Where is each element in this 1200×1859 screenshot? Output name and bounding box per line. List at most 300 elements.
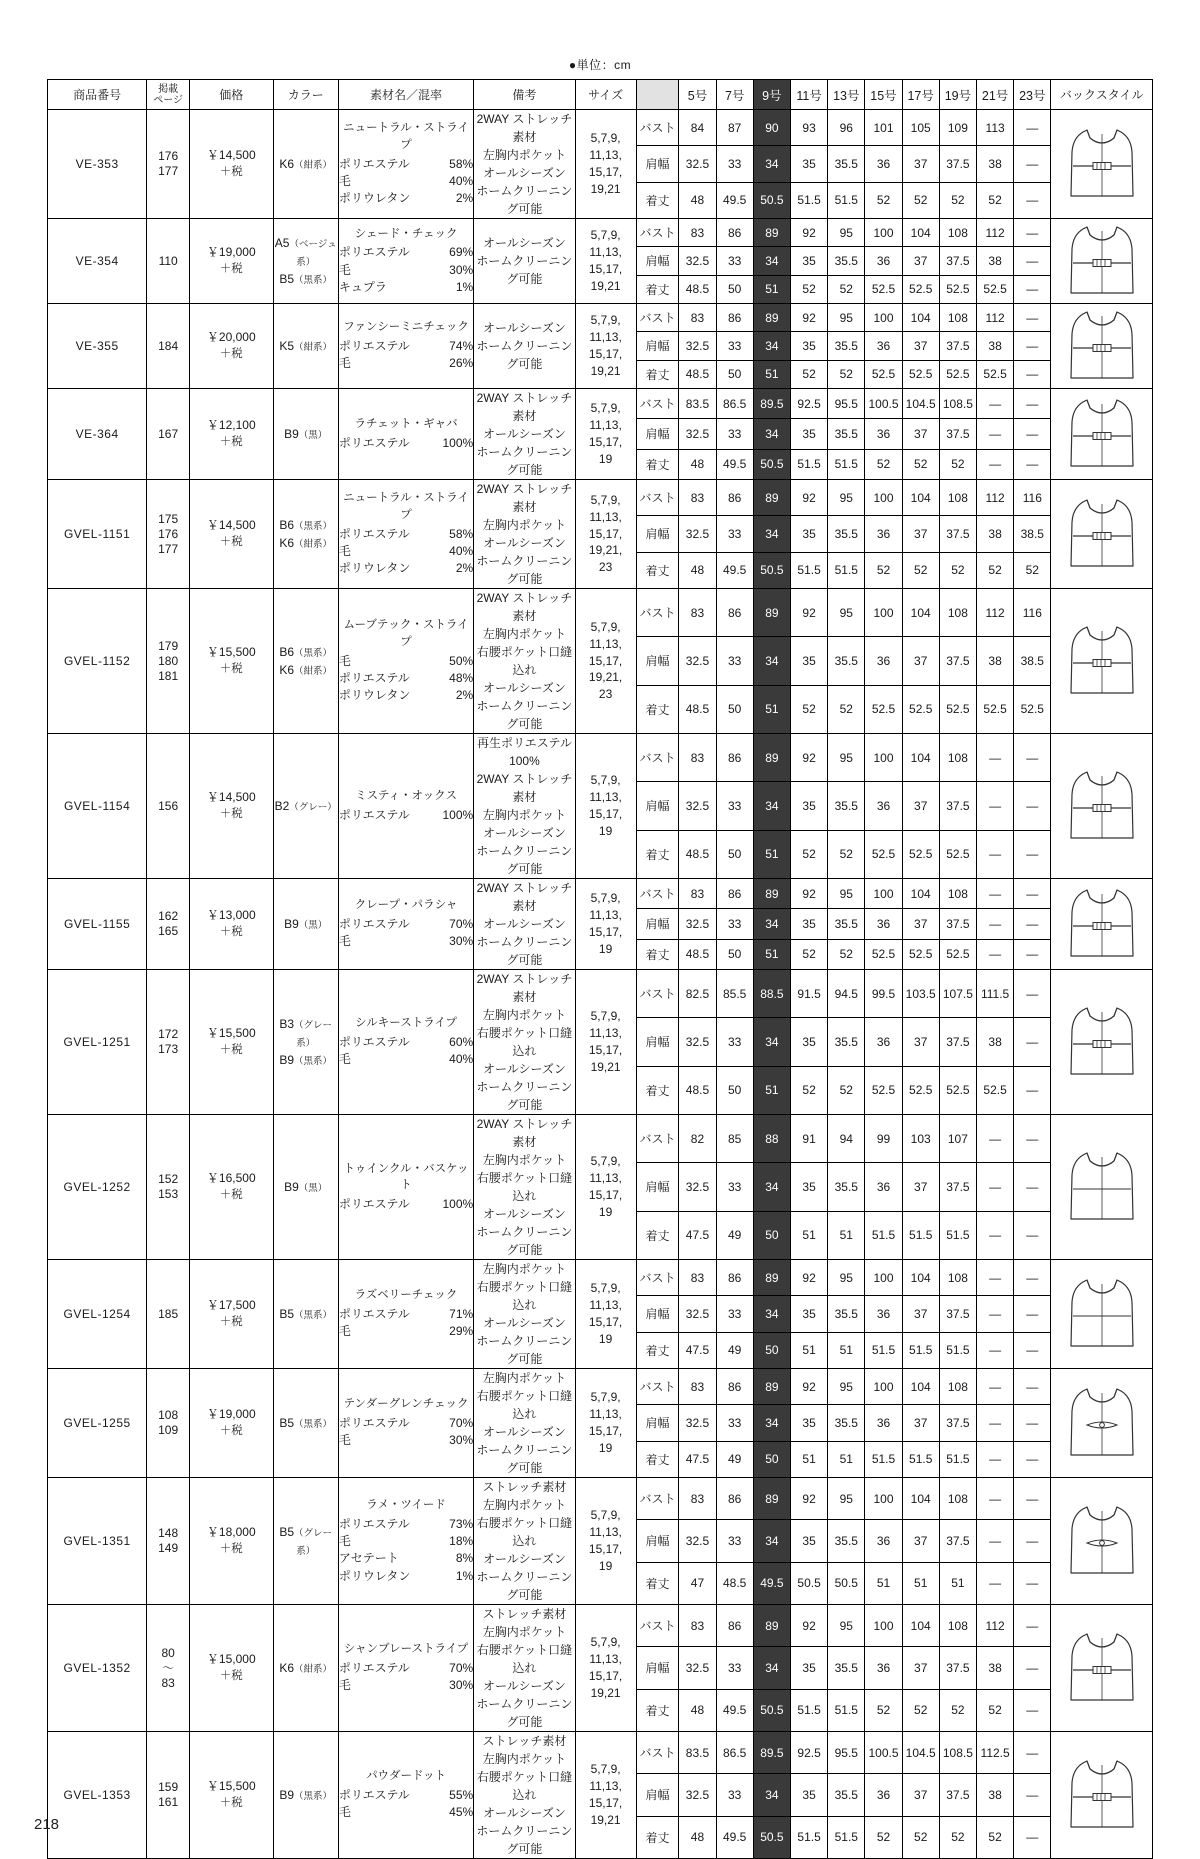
unit-note: ●単位：cm <box>568 58 632 72</box>
measurement-cell: 38 <box>977 1647 1014 1689</box>
measurement-cell: 83 <box>679 589 716 637</box>
measurement-cell: 37.5 <box>939 146 976 182</box>
size-range: 5,7,9, 11,13, 15,17, 19 <box>575 1260 636 1369</box>
measurement-cell: 52 <box>790 939 827 969</box>
measurement-cell: 36 <box>865 1018 902 1066</box>
measurement-cell: 52 <box>790 685 827 733</box>
measurement-cell: 92 <box>790 1369 827 1405</box>
measurement-cell: 92 <box>790 1478 827 1520</box>
measurement-cell: 33 <box>716 332 753 360</box>
measurement-cell: 104.5 <box>902 389 939 419</box>
measurement-cell: 32.5 <box>679 1018 716 1066</box>
measurement-cell: — <box>1014 879 1051 909</box>
measurement-cell: 33 <box>716 1018 753 1066</box>
product-code: GVEL-1255 <box>48 1369 147 1478</box>
dimension-label: 着丈 <box>636 1562 679 1604</box>
measurement-cell: 36 <box>865 146 902 182</box>
measurement-cell: 52 <box>977 1816 1014 1858</box>
table-row <box>48 389 1153 419</box>
measurement-cell: 83 <box>679 879 716 909</box>
measurement-cell: 35 <box>790 1405 827 1441</box>
dimension-label: 肩幅 <box>636 1647 679 1689</box>
header-code: 商品番号 <box>48 80 147 110</box>
measurement-cell: 93 <box>790 110 827 146</box>
measurement-cell: 52 <box>865 1689 902 1731</box>
size-range: 5,7,9, 11,13, 15,17, 19,21 <box>575 219 636 304</box>
measurement-cell: 33 <box>716 419 753 449</box>
measurement-cell: 100 <box>865 589 902 637</box>
measurement-cell: 47.5 <box>679 1211 716 1259</box>
price: ￥18,000 ＋税 <box>190 1478 273 1605</box>
measurement-cell: 48 <box>679 1689 716 1731</box>
measurement-cell: 36 <box>865 247 902 275</box>
table-row <box>48 110 1153 146</box>
measurement-cell: 37 <box>902 247 939 275</box>
header-size-19号: 19号 <box>939 80 976 110</box>
measurement-cell: 33 <box>716 1520 753 1562</box>
catalog-pages: 184 <box>147 304 190 389</box>
table-row <box>48 734 1153 782</box>
measurement-cell: 108 <box>939 1478 976 1520</box>
measurement-cell: 37.5 <box>939 1774 976 1816</box>
measurement-cell: 32.5 <box>679 332 716 360</box>
measurement-cell: 32.5 <box>679 1647 716 1689</box>
color-codes: B6（黒系） K6（紺系） <box>273 480 338 589</box>
measurement-cell: 52.5 <box>902 1066 939 1114</box>
measurement-cell: 89 <box>753 1478 790 1520</box>
measurement-cell: 100 <box>865 304 902 332</box>
measurement-cell: 92.5 <box>790 1732 827 1774</box>
measurement-cell: 35 <box>790 419 827 449</box>
measurement-cell: 33 <box>716 1774 753 1816</box>
measurement-cell: — <box>977 1211 1014 1259</box>
measurement-cell: 32.5 <box>679 1405 716 1441</box>
measurement-cell: 108 <box>939 1260 976 1296</box>
measurement-cell: 48 <box>679 1816 716 1858</box>
measurement-cell: 83.5 <box>679 389 716 419</box>
back-style-illustration <box>1051 304 1153 389</box>
measurement-cell: 104 <box>902 480 939 516</box>
measurement-cell: 32.5 <box>679 782 716 830</box>
measurement-cell: — <box>1014 389 1051 419</box>
measurement-cell: 52.5 <box>939 939 976 969</box>
product-code: GVEL-1151 <box>48 480 147 589</box>
remarks: ストレッチ素材 左胸内ポケット 右腰ポケット口縫込れ オールシーズン ホームクリーニング可能 <box>474 1732 575 1859</box>
back-style-illustration <box>1051 589 1153 734</box>
measurement-cell: 49 <box>716 1441 753 1477</box>
price: ￥12,100 ＋税 <box>190 389 273 480</box>
measurement-cell: — <box>1014 332 1051 360</box>
product-code: GVEL-1254 <box>48 1260 147 1369</box>
measurement-cell: 52.5 <box>902 275 939 303</box>
measurement-cell: 52.5 <box>902 939 939 969</box>
catalog-pages: 179 180 181 <box>147 589 190 734</box>
measurement-cell: 52 <box>865 1816 902 1858</box>
material-composition: シェード・チェック ポリエステル 69% 毛 30% キュプラ 1% <box>338 219 473 304</box>
measurement-cell: 37.5 <box>939 1163 976 1211</box>
table-body <box>48 110 1153 1859</box>
measurement-cell: 51.5 <box>790 1816 827 1858</box>
measurement-cell: 52.5 <box>939 830 976 878</box>
measurement-cell: 82.5 <box>679 970 716 1018</box>
measurement-cell: 52.5 <box>865 685 902 733</box>
measurement-cell: 35.5 <box>828 1405 865 1441</box>
dimension-label: 肩幅 <box>636 332 679 360</box>
measurement-cell: — <box>977 734 1014 782</box>
measurement-cell: 37.5 <box>939 247 976 275</box>
measurement-cell: — <box>977 1520 1014 1562</box>
measurement-cell: 35.5 <box>828 1163 865 1211</box>
measurement-cell: 50 <box>716 1066 753 1114</box>
dimension-label: バスト <box>636 589 679 637</box>
measurement-cell: 50 <box>716 685 753 733</box>
measurement-cell: — <box>977 1369 1014 1405</box>
measurement-cell: 107.5 <box>939 970 976 1018</box>
measurement-cell: 34 <box>753 1774 790 1816</box>
table-row <box>48 970 1153 1018</box>
remarks: 左胸内ポケット 右腰ポケット口縫込れ オールシーズン ホームクリーニング可能 <box>474 1369 575 1478</box>
header-material: 素材名／混率 <box>338 80 473 110</box>
measurement-cell: 37 <box>902 1296 939 1332</box>
measurement-cell: 36 <box>865 1405 902 1441</box>
measurement-cell: — <box>977 1163 1014 1211</box>
measurement-cell: 52.5 <box>977 275 1014 303</box>
measurement-cell: 52 <box>865 449 902 479</box>
table-row <box>48 1260 1153 1296</box>
material-composition: ニュートラル・ストライプ ポリエステル 58% 毛 40% ポリウレタン 2% <box>338 480 473 589</box>
measurement-cell: 107 <box>939 1115 976 1163</box>
dimension-label: バスト <box>636 734 679 782</box>
dimension-label: 着丈 <box>636 685 679 733</box>
measurement-cell: — <box>977 389 1014 419</box>
measurement-cell: 52 <box>828 275 865 303</box>
measurement-cell: 104 <box>902 304 939 332</box>
product-code: GVEL-1352 <box>48 1605 147 1732</box>
measurement-cell: 90 <box>753 110 790 146</box>
measurement-cell: 92.5 <box>790 389 827 419</box>
measurement-cell: 34 <box>753 516 790 552</box>
measurement-cell: — <box>1014 1163 1051 1211</box>
measurement-cell: 112 <box>977 589 1014 637</box>
size-range: 5,7,9, 11,13, 15,17, 19 <box>575 734 636 879</box>
measurement-cell: — <box>1014 1260 1051 1296</box>
dimension-label: 着丈 <box>636 1816 679 1858</box>
material-composition: ニュートラル・ストライプ ポリエステル 58% 毛 40% ポリウレタン 2% <box>338 110 473 219</box>
measurement-cell: — <box>1014 830 1051 878</box>
measurement-cell: 52 <box>790 275 827 303</box>
measurement-cell: 52 <box>1014 552 1051 588</box>
dimension-label: 着丈 <box>636 182 679 218</box>
product-code: VE-353 <box>48 110 147 219</box>
measurement-cell: 33 <box>716 1647 753 1689</box>
measurement-cell: 35.5 <box>828 419 865 449</box>
measurement-cell: 85.5 <box>716 970 753 1018</box>
measurement-cell: 50 <box>753 1211 790 1259</box>
remarks: 再生ポリエステル100% 2WAY ストレッチ素材 左胸内ポケット オールシーズン ホームクリーニング可能 <box>474 734 575 879</box>
measurement-cell: 94 <box>828 1115 865 1163</box>
dimension-label: 肩幅 <box>636 146 679 182</box>
dimension-label: 着丈 <box>636 449 679 479</box>
measurement-cell: 34 <box>753 1163 790 1211</box>
measurement-cell: 83 <box>679 734 716 782</box>
dimension-label: バスト <box>636 1478 679 1520</box>
measurement-cell: 52.5 <box>865 1066 902 1114</box>
measurement-cell: — <box>1014 1562 1051 1604</box>
measurement-cell: — <box>977 1260 1014 1296</box>
measurement-cell: 35 <box>790 516 827 552</box>
remarks: 2WAY ストレッチ素材 左胸内ポケット オールシーズン ホームクリーニング可能 <box>474 110 575 219</box>
measurement-cell: 52.5 <box>865 360 902 388</box>
measurement-cell: 101 <box>865 110 902 146</box>
measurement-cell: 52 <box>977 552 1014 588</box>
measurement-cell: 37 <box>902 1647 939 1689</box>
measurement-cell: 36 <box>865 1163 902 1211</box>
measurement-cell: 89 <box>753 879 790 909</box>
measurement-cell: — <box>1014 110 1051 146</box>
measurement-cell: 100 <box>865 1369 902 1405</box>
measurement-cell: 38 <box>977 247 1014 275</box>
measurement-cell: 104 <box>902 589 939 637</box>
measurement-cell: 34 <box>753 782 790 830</box>
measurement-cell: — <box>1014 182 1051 218</box>
measurement-cell: — <box>1014 419 1051 449</box>
measurement-cell: 86 <box>716 1260 753 1296</box>
measurement-cell: 34 <box>753 146 790 182</box>
measurement-cell: 52.5 <box>939 1066 976 1114</box>
catalog-pages: 176 177 <box>147 110 190 219</box>
material-composition: クレープ・パラシャ ポリエステル 70% 毛 30% <box>338 879 473 970</box>
dimension-label: 着丈 <box>636 1066 679 1114</box>
back-style-illustration <box>1051 1369 1153 1478</box>
measurement-cell: 35.5 <box>828 637 865 685</box>
measurement-cell: 37.5 <box>939 909 976 939</box>
size-range: 5,7,9, 11,13, 15,17, 19,21 <box>575 1732 636 1859</box>
measurement-cell: 37 <box>902 909 939 939</box>
back-style-illustration <box>1051 734 1153 879</box>
header-size-11号: 11号 <box>790 80 827 110</box>
measurement-cell: 37 <box>902 1018 939 1066</box>
measurement-cell: 52.5 <box>939 360 976 388</box>
measurement-cell: 104 <box>902 1605 939 1647</box>
measurement-cell: 35.5 <box>828 1520 865 1562</box>
measurement-cell: 37 <box>902 146 939 182</box>
measurement-cell: 86 <box>716 304 753 332</box>
measurement-cell: 95 <box>828 1260 865 1296</box>
remarks: 2WAY ストレッチ素材 左胸内ポケット 右腰ポケット口縫込れ オールシーズン ホームクリーニング可能 <box>474 1115 575 1260</box>
measurement-cell: 37 <box>902 1405 939 1441</box>
measurement-cell: 48.5 <box>679 830 716 878</box>
header-size-17号: 17号 <box>902 80 939 110</box>
measurement-cell: 108 <box>939 879 976 909</box>
measurement-cell: 33 <box>716 1163 753 1211</box>
back-style-illustration <box>1051 219 1153 304</box>
dimension-label: 肩幅 <box>636 782 679 830</box>
measurement-cell: 51.5 <box>790 1689 827 1731</box>
measurement-cell: — <box>1014 146 1051 182</box>
measurement-cell: 35.5 <box>828 1296 865 1332</box>
remarks: 2WAY ストレッチ素材 左胸内ポケット オールシーズン ホームクリーニング可能 <box>474 480 575 589</box>
measurement-cell: 83 <box>679 1605 716 1647</box>
catalog-pages: 162 165 <box>147 879 190 970</box>
dimension-label: バスト <box>636 1115 679 1163</box>
color-codes: B6（黒系） K6（紺系） <box>273 589 338 734</box>
measurement-cell: 47 <box>679 1562 716 1604</box>
dimension-label: 肩幅 <box>636 637 679 685</box>
size-range: 5,7,9, 11,13, 15,17, 19,21, 23 <box>575 480 636 589</box>
dimension-label: バスト <box>636 219 679 247</box>
material-composition: ラズベリーチェック ポリエステル 71% 毛 29% <box>338 1260 473 1369</box>
table-header <box>48 80 1153 110</box>
measurement-cell: 52 <box>828 1066 865 1114</box>
back-style-illustration <box>1051 879 1153 970</box>
measurement-cell: 111.5 <box>977 970 1014 1018</box>
measurement-cell: 38 <box>977 146 1014 182</box>
back-style-illustration <box>1051 1478 1153 1605</box>
dimension-label: バスト <box>636 1732 679 1774</box>
header-size-15号: 15号 <box>865 80 902 110</box>
measurement-cell: 109 <box>939 110 976 146</box>
measurement-cell: 51.5 <box>902 1211 939 1259</box>
measurement-cell: 34 <box>753 1520 790 1562</box>
dimension-label: 肩幅 <box>636 419 679 449</box>
measurement-cell: 51.5 <box>828 449 865 479</box>
measurement-cell: — <box>1014 782 1051 830</box>
measurement-cell: 92 <box>790 589 827 637</box>
dimension-label: バスト <box>636 879 679 909</box>
material-composition: パウダードット ポリエステル 55% 毛 45% <box>338 1732 473 1859</box>
price: ￥15,500 ＋税 <box>190 970 273 1115</box>
color-codes: B9（黒） <box>273 879 338 970</box>
dimension-label: 着丈 <box>636 939 679 969</box>
header-backstyle: バックスタイル <box>1051 80 1153 110</box>
measurement-cell: 34 <box>753 419 790 449</box>
measurement-cell: 50.5 <box>828 1562 865 1604</box>
measurement-cell: 100 <box>865 879 902 909</box>
measurement-cell: 33 <box>716 909 753 939</box>
table-row <box>48 219 1153 247</box>
material-composition: ラチェット・ギャバ ポリエステル 100% <box>338 389 473 480</box>
measurement-cell: 86 <box>716 219 753 247</box>
measurement-cell: 35 <box>790 782 827 830</box>
remarks: オールシーズン ホームクリーニング可能 <box>474 219 575 304</box>
product-code: GVEL-1251 <box>48 970 147 1115</box>
dimension-label: 肩幅 <box>636 247 679 275</box>
measurement-cell: 51 <box>790 1441 827 1477</box>
measurement-cell: 86 <box>716 879 753 909</box>
measurement-cell: 100 <box>865 1478 902 1520</box>
dimension-label: 着丈 <box>636 1689 679 1731</box>
measurement-cell: 50.5 <box>753 449 790 479</box>
measurement-cell: — <box>1014 1647 1051 1689</box>
dimension-label: 肩幅 <box>636 1296 679 1332</box>
measurement-cell: 38 <box>977 1018 1014 1066</box>
measurement-cell: 104 <box>902 1369 939 1405</box>
measurement-cell: — <box>1014 1296 1051 1332</box>
color-codes: B5（グレー系） <box>273 1478 338 1605</box>
measurement-cell: 38.5 <box>1014 637 1051 685</box>
measurement-cell: — <box>1014 219 1051 247</box>
header-color: カラー <box>273 80 338 110</box>
measurement-cell: 52 <box>902 1689 939 1731</box>
dimension-label: 肩幅 <box>636 1163 679 1211</box>
dimension-label: 着丈 <box>636 360 679 388</box>
price: ￥20,000 ＋税 <box>190 304 273 389</box>
color-codes: K5（紺系） <box>273 304 338 389</box>
measurement-cell: 52.5 <box>865 939 902 969</box>
measurement-cell: — <box>1014 449 1051 479</box>
measurement-cell: 104.5 <box>902 1732 939 1774</box>
measurement-cell: 52 <box>865 552 902 588</box>
measurement-cell: 83 <box>679 1369 716 1405</box>
measurement-cell: 52 <box>865 182 902 218</box>
measurement-cell: 51.5 <box>865 1332 902 1368</box>
material-composition: テンダーグレンチェック ポリエステル 70% 毛 30% <box>338 1369 473 1478</box>
measurement-cell: 52 <box>939 449 976 479</box>
measurement-cell: 37.5 <box>939 1405 976 1441</box>
measurement-cell: 52 <box>902 1816 939 1858</box>
back-style-illustration <box>1051 480 1153 589</box>
back-style-illustration <box>1051 1605 1153 1732</box>
measurement-cell: 38 <box>977 516 1014 552</box>
measurement-cell: — <box>1014 734 1051 782</box>
remarks: 2WAY ストレッチ素材 オールシーズン ホームクリーニング可能 <box>474 389 575 480</box>
measurement-cell: 52.5 <box>865 830 902 878</box>
measurement-cell: — <box>1014 1405 1051 1441</box>
measurement-cell: 51 <box>828 1441 865 1477</box>
measurement-cell: 35.5 <box>828 516 865 552</box>
measurement-cell: 52.5 <box>939 685 976 733</box>
measurement-cell: 48 <box>679 449 716 479</box>
measurement-cell: 36 <box>865 1296 902 1332</box>
dimension-label: バスト <box>636 480 679 516</box>
measurement-cell: 86 <box>716 734 753 782</box>
measurement-cell: 52.5 <box>977 685 1014 733</box>
measurement-cell: — <box>977 782 1014 830</box>
measurement-cell: — <box>977 1296 1014 1332</box>
catalog-pages: 172 173 <box>147 970 190 1115</box>
measurement-cell: 100 <box>865 480 902 516</box>
measurement-cell: 38 <box>977 637 1014 685</box>
measurement-cell: — <box>977 1441 1014 1477</box>
measurement-cell: 50 <box>753 1441 790 1477</box>
measurement-cell: 37.5 <box>939 782 976 830</box>
measurement-cell: 108.5 <box>939 389 976 419</box>
measurement-cell: 108 <box>939 304 976 332</box>
measurement-cell: 51 <box>753 939 790 969</box>
color-codes: A5（ベージュ系） B5（黒系） <box>273 219 338 304</box>
measurement-cell: 51.5 <box>828 182 865 218</box>
measurement-cell: 35 <box>790 1163 827 1211</box>
color-codes: B9（黒） <box>273 389 338 480</box>
header-size-13号: 13号 <box>828 80 865 110</box>
remarks: オールシーズン ホームクリーニング可能 <box>474 304 575 389</box>
measurement-cell: 86 <box>716 589 753 637</box>
measurement-cell: 51.5 <box>828 1816 865 1858</box>
dimension-label: 着丈 <box>636 552 679 588</box>
measurement-cell: 104 <box>902 879 939 909</box>
header-size-5号: 5号 <box>679 80 716 110</box>
back-style-illustration <box>1051 1115 1153 1260</box>
measurement-cell: — <box>1014 939 1051 969</box>
measurement-cell: 33 <box>716 782 753 830</box>
measurement-cell: 34 <box>753 1405 790 1441</box>
catalog-pages: 185 <box>147 1260 190 1369</box>
measurement-cell: 92 <box>790 1605 827 1647</box>
measurement-cell: 89 <box>753 304 790 332</box>
measurement-cell: 35 <box>790 1296 827 1332</box>
measurement-cell: 51 <box>790 1211 827 1259</box>
measurement-cell: — <box>977 879 1014 909</box>
